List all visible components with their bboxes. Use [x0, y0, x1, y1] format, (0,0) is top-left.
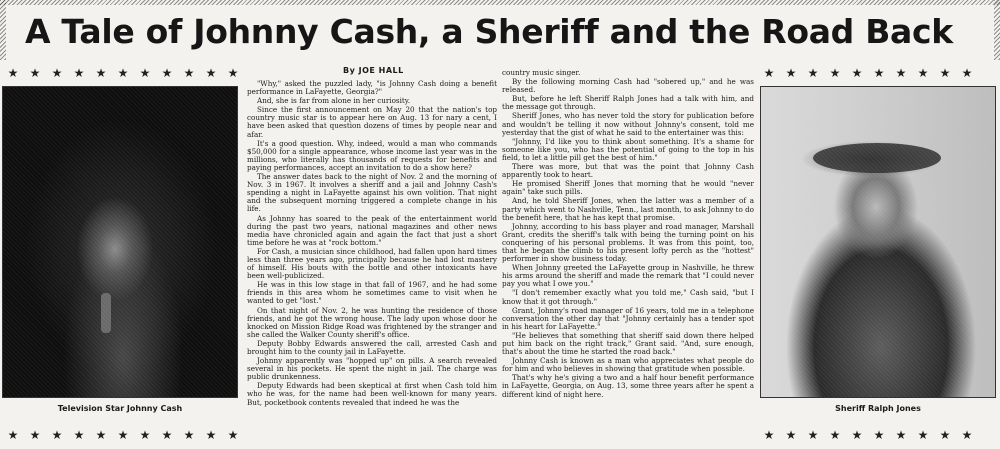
star-icon: ★ [183, 66, 195, 80]
star-icon: ★ [51, 428, 63, 442]
hatched-border-top [0, 0, 1000, 5]
star-icon: ★ [895, 428, 907, 442]
star-icon: ★ [227, 66, 239, 80]
star-icon: ★ [139, 66, 151, 80]
paragraph: And, she is far from alone in her curiosity. [257, 96, 411, 106]
star-icon: ★ [205, 428, 217, 442]
paragraph: But, before he left Sheriff Ralph Jones had a talk with him, and the message got through. [502, 94, 754, 112]
star-icon: ★ [873, 428, 885, 442]
star-rule-top-left [2, 66, 252, 82]
star-rule-top-right [758, 66, 998, 82]
paragraph: Johnny, according to his bass player and road manager, Marshall Grant, credits the sheriff's talk with being the turning point on his conquering of his personal problems. It was from this point, too, that he began the climb to his present lofty perch as the "hottest" performer in show business today. [502, 221, 754, 264]
paragraph: country music singer. [502, 69, 581, 77]
star-icon: ★ [829, 66, 841, 80]
star-icon: ★ [851, 428, 863, 442]
star-icon: ★ [7, 66, 19, 80]
star-icon: ★ [7, 428, 19, 442]
paragraph: "I don't remember exactly what you told me," Cash said, "but I know that it got through." [502, 288, 754, 306]
star-icon: ★ [873, 66, 885, 80]
star-icon: ★ [95, 428, 107, 442]
photo-grain [761, 87, 995, 397]
paragraph: When Johnny greeted the LaFayette group in Nashville, he threw his arms around the sheriff and made the remark that "I could never pay you what I owe you." [502, 263, 754, 289]
star-icon: ★ [117, 428, 129, 442]
star-icon: ★ [139, 428, 151, 442]
paragraph: By the following morning Cash had "sobered up," and he was released. [502, 77, 754, 95]
star-icon: ★ [807, 66, 819, 80]
star-icon: ★ [917, 428, 929, 442]
star-icon: ★ [227, 428, 239, 442]
paragraph: Sheriff Jones, who has never told the story for publication before and wouldn't be telling it now without Johnny's consent, told me yesterday that the gist of what he said to the entertainer was this: [502, 111, 754, 137]
star-icon: ★ [895, 66, 907, 80]
paragraph: On that night of Nov. 2, he was hunting the residence of those friends, and he got the wrong house. The lady upon whose door he knocked on Mission Ridge Road was frightened by the stranger and she called the Walker County sheriff's office. [247, 305, 497, 339]
star-icon: ★ [939, 428, 951, 442]
article-column-one [247, 80, 497, 448]
star-icon: ★ [961, 428, 973, 442]
star-icon: ★ [205, 66, 217, 80]
star-icon: ★ [161, 66, 173, 80]
star-icon: ★ [829, 428, 841, 442]
star-icon: ★ [785, 428, 797, 442]
star-icon: ★ [95, 66, 107, 80]
star-icon: ★ [807, 428, 819, 442]
star-icon: ★ [785, 66, 797, 80]
star-icon: ★ [939, 66, 951, 80]
star-icon: ★ [51, 66, 63, 80]
article-column-two [502, 69, 754, 449]
photo-sheriff-ralph-jones [760, 86, 996, 398]
paragraph: The answer dates back to the night of Nov. 2 and the morning of Nov. 3 in 1967. It involves a sheriff and a jail and Johnny Cash's spending a night in LaFayette against his own volition. That night and the subsequent morning triggered a complete change in his life. [247, 172, 497, 214]
paragraph: Johnny Cash is known as a man who appreciates what people do for him and who believes in showing that gratitude when possible. [502, 356, 754, 374]
star-icon: ★ [29, 66, 41, 80]
hatched-border-right [994, 0, 1000, 60]
star-rule-bottom-left [2, 428, 252, 444]
star-icon: ★ [117, 66, 129, 80]
paragraph: There was more, but that was the point that Johnny Cash apparently took to heart. [502, 162, 754, 180]
paragraph: For Cash, a musician since childhood, had fallen upon hard times less than three years ago, principally because he had lost mastery of himself. His bouts with the bottle and other intoxicants have been well-publicized. [247, 246, 497, 281]
star-icon: ★ [73, 428, 85, 442]
paragraph: It's a good question. Why, indeed, would a man who commands $50,000 for a single appearance, whose income last year was in the millions, who literally has thousands of requests for benefits and paying performances, accept an invitation to do a show here? [247, 138, 497, 172]
paragraph: Deputy Edwards had been skeptical at first when Cash told him who he was, for the name had been well-known for many years. But, pocketbook contents revealed that indeed he was the [247, 381, 497, 407]
paragraph: "Johnny, I'd like you to think about something. It's a shame for someone like you, who has the potential of going to the top in his field, to let a little pill get the best of him." [502, 136, 754, 162]
star-icon: ★ [851, 66, 863, 80]
paragraph: "He believes that something that sheriff said down there helped put him back on the right track," Grant said. "And, sure enough, that's about the time he started the road back." [502, 330, 754, 357]
paragraph: And, he told Sheriff Jones, when the latter was a member of a party which went to Nashville, Tenn., last month, to ask Johnny to do the benefit here, that he has kept that promise. [502, 196, 754, 222]
paragraph: He was in this low stage in that fall of 1967, and he had some friends in this area whom he sometimes came to visit when he wanted to get "lost." [247, 280, 497, 306]
star-icon: ★ [917, 66, 929, 80]
paragraph: Johnny apparently was "hopped up" on pills. A search revealed several in his pockets. He spent the night in jail. The charge was public drunkenness. [247, 356, 497, 382]
star-icon: ★ [29, 428, 41, 442]
star-icon: ★ [161, 428, 173, 442]
star-icon: ★ [183, 428, 195, 442]
star-icon: ★ [73, 66, 85, 80]
star-icon: ★ [763, 66, 775, 80]
headline: A Tale of Johnny Cash, a Sheriff and the Road Back [25, 12, 953, 51]
paragraph: Deputy Bobby Edwards answered the call, arrested Cash and brought him to the county jail in LaFayette. [247, 338, 497, 356]
star-icon: ★ [961, 66, 973, 80]
paragraph: That's why he's giving a two and a half hour benefit performance in LaFayette, Georgia, on Aug. 13, some three years after he spent a different kind of night here. [502, 373, 754, 399]
photo-caption-right: Sheriff Ralph Jones [835, 404, 921, 413]
hatched-border-left [0, 0, 6, 60]
star-icon: ★ [763, 428, 775, 442]
star-rule-bottom-right [758, 428, 998, 444]
photo-caption-left: Television Star Johnny Cash [57, 404, 183, 413]
photo-grain [3, 87, 237, 397]
byline: By JOE HALL [343, 66, 404, 75]
paragraph: Grant, Johnny's road manager of 16 years, told me in a telephone conversation the other day that "Johnny certainly has a tender spot in his heart for LaFayette." [502, 305, 754, 331]
paragraph: As Johnny has soared to the peak of the entertainment world during the past two years, national magazines and other news media have chronicled again and again the fact that just a short time before he was at "rock bottom." [247, 213, 497, 247]
paragraph: "Why," asked the puzzled lady, "is Johnny Cash doing a benefit performance in LaFayette, Georgia?" [247, 80, 497, 97]
paragraph: Since the first announcement on May 20 that the nation's top country music star is to appear here on Aug. 13 for nary a cent, I have been asked that question dozens of times by people near and afar. [247, 105, 497, 139]
paragraph: He promised Sheriff Jones that morning that he would "never again" take such pills. [502, 179, 754, 197]
photo-johnny-cash [2, 86, 238, 398]
